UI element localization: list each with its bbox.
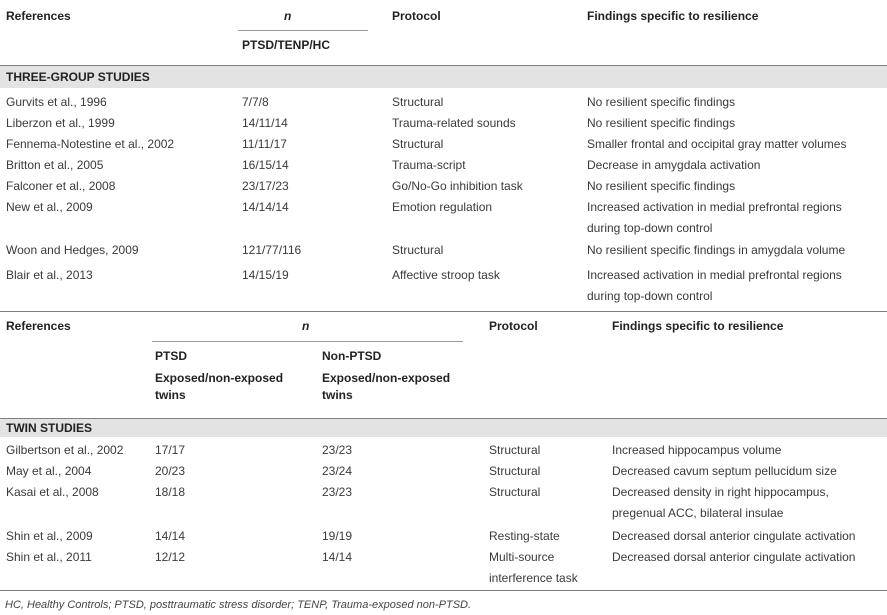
findings-cell: Decrease in amygdala activation: [587, 158, 761, 172]
reference-cell: Blair et al., 2013: [6, 268, 93, 282]
n-cell: 11/11/17: [242, 137, 287, 151]
t2-header-findings: Findings specific to resilience: [612, 319, 784, 333]
reference-cell: May et al., 2004: [6, 464, 92, 478]
findings-cell: No resilient specific findings: [587, 95, 736, 109]
protocol-cell: Multi-source: [489, 550, 555, 564]
nonptsd-cell: 23/23: [322, 485, 353, 499]
findings-cell: Increased activation in medial prefrontal regions: [587, 200, 842, 214]
nonptsd-cell: 14/14: [322, 550, 353, 564]
findings-cell: Decreased dorsal anterior cingulate activation: [612, 529, 856, 543]
reference-cell: Kasai et al., 2008: [6, 485, 99, 499]
t2-header-references: References: [6, 319, 71, 333]
reference-cell: Shin et al., 2009: [6, 529, 93, 543]
protocol-cell: Structural: [392, 137, 444, 151]
t2-section-label: TWIN STUDIES: [6, 421, 92, 435]
reference-cell: Falconer et al., 2008: [6, 179, 116, 193]
t2-header-nonptsd-sub-2: twins: [322, 388, 353, 402]
t2-header-ptsd-sub-1: Exposed/non-exposed: [155, 371, 284, 385]
ptsd-cell: 20/23: [155, 464, 186, 478]
nonptsd-cell: 23/23: [322, 443, 353, 457]
ptsd-cell: 17/17: [155, 443, 186, 457]
findings-cell: Decreased dorsal anterior cingulate activation: [612, 550, 856, 564]
findings-cell: Increased hippocampus volume: [612, 443, 782, 457]
findings-cell: No resilient specific findings: [587, 179, 736, 193]
n-cell: 14/15/19: [242, 268, 289, 282]
t2-section-band: [0, 419, 887, 437]
findings-cell: No resilient specific findings: [587, 116, 736, 130]
reference-cell: Gilbertson et al., 2002: [6, 443, 124, 457]
reference-cell: Fennema-Notestine et al., 2002: [6, 137, 175, 151]
protocol-cell: Trauma-script: [392, 158, 466, 172]
t1-header-protocol: Protocol: [392, 9, 441, 23]
reference-cell: Britton et al., 2005: [6, 158, 104, 172]
reference-cell: New et al., 2009: [6, 200, 93, 214]
nonptsd-cell: 23/24: [322, 464, 353, 478]
nonptsd-cell: 19/19: [322, 529, 353, 543]
t2-header-nonptsd-sub-1: Exposed/non-exposed: [322, 371, 451, 385]
protocol-cell: Emotion regulation: [392, 200, 493, 214]
protocol-cell: Structural: [489, 443, 541, 457]
protocol-cell: interference task: [489, 571, 578, 585]
protocol-cell: Go/No-Go inhibition task: [392, 179, 523, 193]
t2-n-underline: [152, 341, 463, 342]
ptsd-cell: 14/14: [155, 529, 186, 543]
footnote: HC, Healthy Controls; PTSD, posttraumatic stress disorder; TENP, Trauma-exposed non-PTSD.: [5, 599, 472, 611]
protocol-cell: Structural: [392, 95, 444, 109]
protocol-cell: Structural: [489, 464, 541, 478]
t2-header-ptsd-sub-2: twins: [155, 388, 186, 402]
findings-cell: Increased activation in medial prefrontal regions: [587, 268, 842, 282]
t2-bottom-rule: [0, 590, 887, 591]
findings-cell: Decreased cavum septum pellucidum size: [612, 464, 837, 478]
findings-cell: during top-down control: [587, 221, 713, 235]
t2-header-protocol: Protocol: [489, 319, 538, 333]
n-cell: 14/14/14: [242, 200, 289, 214]
findings-cell: Decreased density in right hippocampus,: [612, 485, 829, 499]
t1-header-findings: Findings specific to resilience: [587, 9, 759, 23]
n-cell: 14/11/14: [242, 116, 288, 130]
protocol-cell: Affective stroop task: [392, 268, 500, 282]
t2-header-n: n: [302, 319, 310, 333]
reference-cell: Shin et al., 2011: [6, 550, 92, 564]
protocol-cell: Trauma-related sounds: [392, 116, 516, 130]
t1-header-n: n: [284, 9, 292, 23]
n-cell: 16/15/14: [242, 158, 289, 172]
n-cell: 7/7/8: [242, 95, 269, 109]
t2-header-nonptsd: Non-PTSD: [322, 349, 382, 363]
t1-n-underline: [238, 30, 368, 31]
findings-cell: Smaller frontal and occipital gray matter volumes: [587, 137, 847, 151]
reference-cell: Liberzon et al., 1999: [6, 116, 115, 130]
t2-header-ptsd: PTSD: [155, 349, 188, 363]
n-cell: 121/77/116: [242, 243, 302, 257]
t1-header-references: References: [6, 9, 71, 23]
t1-section-label: THREE-GROUP STUDIES: [6, 70, 150, 84]
findings-cell: during top-down control: [587, 289, 713, 303]
findings-cell: pregenual ACC, bilateral insulae: [612, 506, 784, 520]
n-cell: 23/17/23: [242, 179, 289, 193]
protocol-cell: Structural: [489, 485, 541, 499]
t1-header-n-sub: PTSD/TENP/HC: [242, 38, 331, 52]
reference-cell: Woon and Hedges, 2009: [6, 243, 139, 257]
ptsd-cell: 12/12: [155, 550, 186, 564]
protocol-cell: Resting-state: [489, 529, 560, 543]
reference-cell: Gurvits et al., 1996: [6, 95, 107, 109]
findings-cell: No resilient specific findings in amygdala volume: [587, 243, 846, 257]
ptsd-cell: 18/18: [155, 485, 186, 499]
t1-bottom-rule: [0, 311, 887, 312]
protocol-cell: Structural: [392, 243, 444, 257]
